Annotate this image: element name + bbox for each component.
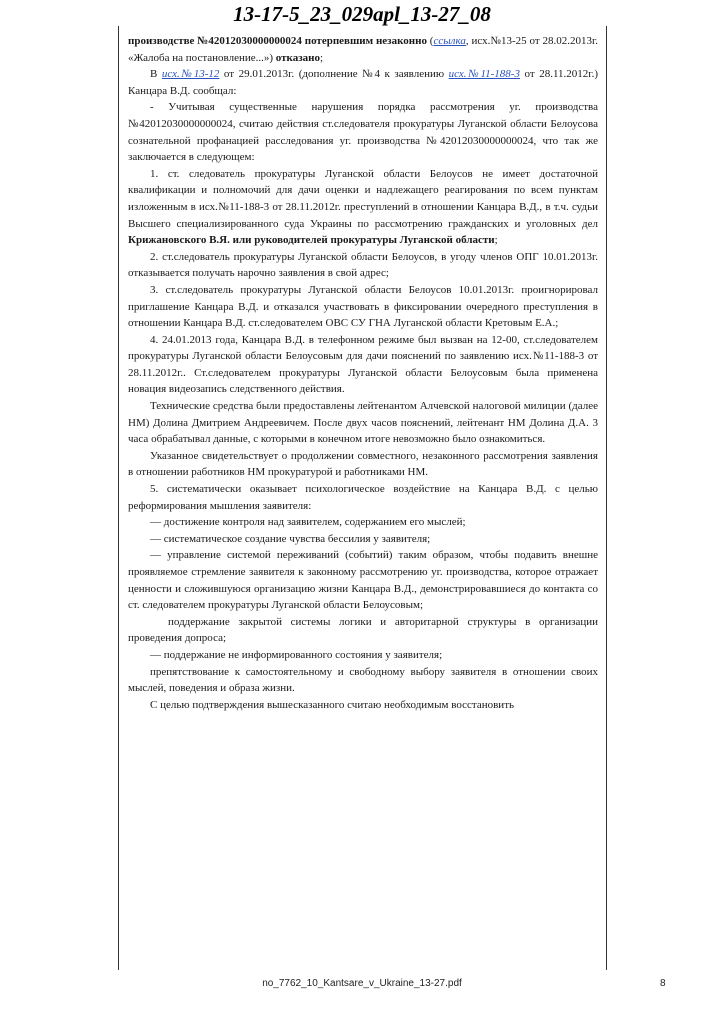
list-item: препятствование к самостоятельному и свободному выбору заявителя в отношении своих мыслей, поведения и образа жизни.	[128, 665, 598, 695]
left-margin-line	[118, 26, 119, 970]
link-ssylka[interactable]: ссылка	[433, 35, 466, 47]
paragraph: 3. ст.следователь прокуратуры Луганской области Белоусов 10.01.2013г. проигнорировал приглашение Канцара В.Д. и отказался участвовать в фиксировании очередного преступления в отношении Канцара В.Д. ст.следователем ОВС СУ ГНА Луганской области Кретовым Е.А.;	[128, 283, 598, 330]
list-item: поддержание закрытой системы логики и авторитарной структуры в организации проведения допроса;	[128, 615, 598, 645]
list-item: — поддержание не информированного состояния у заявителя;	[150, 648, 443, 661]
text: 1. ст. следователь прокуратуры Луганской области Белоусов не имеет достаточной квалификации и полномочий для дачи оценки и надлежащего реагирования по всем пунктам изложенным в исх.№11-188-3 от 28.11.2012г. преступлений в отношении Канцара В.Д., в т.ч. судьи Высшего специализированного суда Украины по рассмотрению гражданских и уголовных дел	[128, 167, 598, 230]
paragraph: 5. систематически оказывает психологическое воздействие на Канцара В.Д. с целью реформирования мышления заявителя:	[128, 483, 598, 512]
text: от 28.11.2012г.) Канцара В.Д. сообщал:	[128, 68, 598, 97]
link-ref-11-188-3[interactable]: исх.№11-188-3	[448, 68, 520, 81]
text: ;	[494, 234, 498, 247]
paragraph: Технические средства были предоставлены лейтенантом Алчевской налоговой милиции (далее НМ) Долина Дмитрием Андреевичем. После двух часов пояснений, лейтенант НМ Долина Д.А. 3 часа обрабатывал данные, с которыми в конечном итоге невозможно было ознакомиться.	[128, 400, 598, 446]
footer-filename: no_7762_10_Kantsare_v_Ukraine_13-27.pdf	[262, 978, 462, 989]
list-item: — достижение контроля над заявителем, содержанием его мыслей;	[150, 516, 466, 529]
bold-text: Крижановского В.Я. или руководителей прокуратуры Луганской области	[128, 234, 495, 247]
text: (	[426, 35, 434, 47]
paragraph: С целью подтверждения вышесказанного считаю необходимым восстановить	[150, 698, 515, 711]
link-ref-13-12[interactable]: исх.№13-12	[161, 68, 220, 81]
paragraph: - Учитывая существенные нарушения порядка рассмотрения уг. производства №42012030000000024, считаю действия ст.следователя прокуратуры Луганской области Белоусова сознательной профанацией расследования уг. производства №42012030000000024, что так же заключается в следующем:	[128, 101, 598, 164]
document-header-title: 13-17-5_23_029apl_13-27_08	[233, 2, 491, 26]
paragraph	[128, 66, 598, 99]
right-margin-line	[606, 26, 607, 970]
paragraph	[128, 166, 598, 249]
list-item: — управление системой переживаний (событий) таким образом, чтобы подавить внешне проявляемое стремление заявителя к законному рассмотрению уг. производства, которое отражает ценности и сложившуюся организацию жизни Канцара В.Д., демонстрировавшиеся до контакта со ст. следователем прокуратуры Луганской области Белоусовым;	[128, 549, 598, 612]
text: ;	[320, 51, 324, 64]
document-body	[128, 33, 598, 713]
page-number: 8	[660, 978, 666, 989]
paragraph: Указанное свидетельствует о продолжении совместного, незаконного рассмотрения заявления в отношении работников НМ прокуратурой и работниками НМ.	[128, 449, 598, 479]
paragraph	[128, 33, 598, 66]
paragraph: 2. ст.следователь прокуратуры Луганской области Белоусов, в угоду членов ОПГ 10.01.2013г. отказывается получать нарочно заявления в свой адрес;	[128, 250, 598, 280]
paragraph: 4. 24.01.2013 года, Канцара В.Д. в телефонном режиме был вызван на 12-00, ст.следователем прокуратуры Луганской области Белоусовым для дачи пояснений по заявлению исх.№11-188-3 от 28.11.2012г.. Ст.следователем прокуратуры Луганской области Белоусовым была применена новация видеозапись следственного действия.	[128, 333, 598, 396]
text: В	[150, 68, 162, 81]
bold-text: производстве №42012030000000024 потерпевшим незаконно	[128, 35, 427, 47]
text: , исх.№13-25 от 28.02.2013г. «Жалоба на постановление...»)	[128, 35, 598, 64]
bold-text: отказано	[275, 51, 320, 64]
text: от 29.01.2013г. (дополнение №4 к заявлению	[219, 68, 449, 81]
list-item: — систематическое создание чувства бессилия у заявителя;	[150, 532, 431, 545]
